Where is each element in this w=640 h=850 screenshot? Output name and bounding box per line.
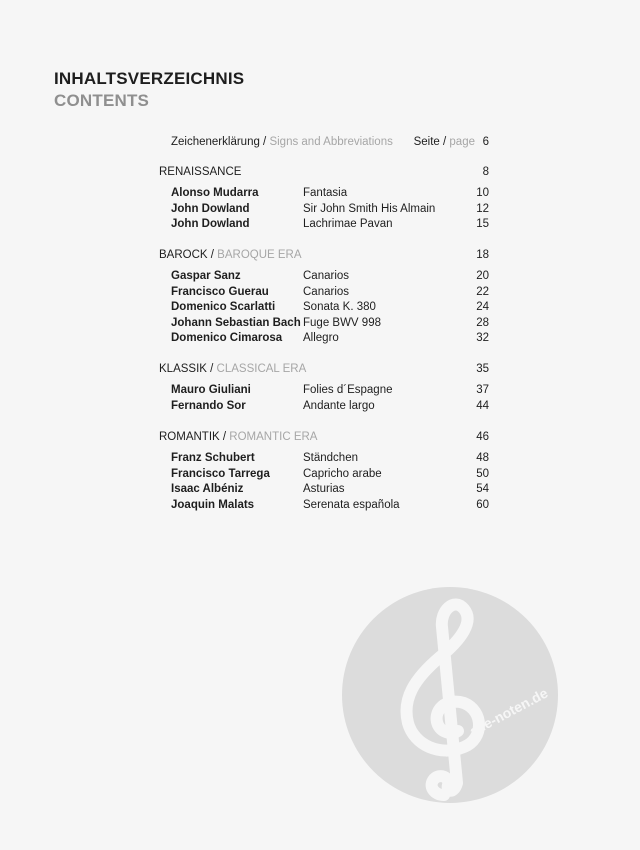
composer-name: Domenico Scarlatti <box>171 301 276 314</box>
section-title-de: KLASSIK <box>159 363 207 375</box>
legend-page-number: 6 <box>482 136 489 148</box>
legend-label <box>171 136 393 148</box>
toc-entry[interactable] <box>159 301 489 317</box>
page-title: INHALTSVERZEICHNIS <box>54 69 245 88</box>
entry-page-number: 10 <box>476 187 489 199</box>
entry-page-number: 60 <box>476 498 489 511</box>
entry-page-number: 12 <box>476 202 489 215</box>
composer-name: John Dowland <box>171 202 250 215</box>
section-title-en: CLASSICAL ERA <box>216 363 307 375</box>
composer-name: Francisco Guerau <box>171 285 269 298</box>
legend-label-en: Signs and Abbreviations <box>269 136 393 148</box>
section-title <box>159 363 306 375</box>
legend-separator: / <box>259 136 270 148</box>
toc-entry[interactable] <box>159 483 489 499</box>
entry-page-number: 22 <box>476 285 489 298</box>
section-title <box>159 166 241 178</box>
section-header-row[interactable] <box>159 363 489 379</box>
toc-entry[interactable] <box>159 203 489 219</box>
toc-entry[interactable] <box>159 384 489 400</box>
composer-name: Alonso Mudarra <box>171 187 259 199</box>
page-label-en: page <box>449 136 475 148</box>
toc-entry[interactable] <box>159 187 489 203</box>
piece-title: Fantasia <box>303 187 348 199</box>
section-title-separator: / <box>219 431 230 443</box>
entry-page-number: 44 <box>476 399 489 412</box>
section-header-row[interactable] <box>159 249 489 265</box>
watermark <box>342 587 558 803</box>
section-page-number: 8 <box>482 166 489 178</box>
entry-page-number: 54 <box>476 483 489 496</box>
piece-title: Capricho arabe <box>303 467 382 480</box>
toc-entry[interactable] <box>159 452 489 468</box>
piece-title: Fuge BWV 998 <box>303 316 381 329</box>
entry-page-number: 20 <box>476 270 489 282</box>
toc-entry[interactable] <box>159 499 489 515</box>
entry-page-number: 15 <box>476 218 489 231</box>
composer-name: Domenico Cimarosa <box>171 332 283 345</box>
toc-entry[interactable] <box>159 400 489 416</box>
section-title-separator: / <box>207 249 218 261</box>
toc-entry[interactable] <box>159 270 489 286</box>
composer-name: Gaspar Sanz <box>171 270 241 282</box>
section-page-number: 46 <box>476 431 489 443</box>
toc-entry[interactable] <box>159 286 489 302</box>
page-label-de: Seite <box>413 136 440 148</box>
composer-name: Johann Sebastian Bach <box>171 316 301 329</box>
piece-title: Canarios <box>303 270 350 282</box>
section-title <box>159 249 302 261</box>
section-title <box>159 431 317 443</box>
section-page-number: 35 <box>476 363 489 375</box>
entry-page-number: 28 <box>476 316 489 329</box>
section-title-separator: / <box>206 363 217 375</box>
composer-name: Mauro Giuliani <box>171 384 251 396</box>
page-column-label <box>414 136 475 148</box>
section-title-de: ROMANTIK <box>159 431 220 443</box>
entry-page-number: 37 <box>476 384 489 396</box>
page-label-separator: / <box>439 136 450 148</box>
piece-title: Sonata K. 380 <box>303 301 376 314</box>
section-title-en: BAROQUE ERA <box>217 249 302 261</box>
composer-name: Franz Schubert <box>171 452 255 464</box>
entry-page-number: 48 <box>476 452 489 464</box>
legend-label-de: Zeichenerklärung <box>171 136 260 148</box>
watermark-text: alle-noten.de <box>466 684 551 740</box>
composer-name: Francisco Tarrega <box>171 467 270 480</box>
entry-page-number: 32 <box>476 332 489 345</box>
toc-entry[interactable] <box>159 332 489 348</box>
piece-title: Andante largo <box>303 399 375 412</box>
section-header-row[interactable] <box>159 166 489 182</box>
section-title-de: BAROCK <box>159 249 208 261</box>
section-title-de: RENAISSANCE <box>159 166 242 178</box>
composer-name: Fernando Sor <box>171 399 246 412</box>
piece-title: Sir John Smith His Almain <box>303 202 436 215</box>
composer-name: John Dowland <box>171 218 250 231</box>
section-title-en: ROMANTIC ERA <box>229 431 318 443</box>
entry-page-number: 50 <box>476 467 489 480</box>
piece-title: Folies d´Espagne <box>303 384 393 396</box>
entry-page-number: 24 <box>476 301 489 314</box>
piece-title: Lachrimae Pavan <box>303 218 393 231</box>
composer-name: Joaquin Malats <box>171 498 255 511</box>
toc-entry[interactable] <box>159 468 489 484</box>
composer-name: Isaac Albéniz <box>171 483 244 496</box>
page-subtitle: CONTENTS <box>54 91 150 110</box>
section-header-row[interactable] <box>159 431 489 447</box>
piece-title: Allegro <box>303 332 339 345</box>
piece-title: Asturias <box>303 483 345 496</box>
legend-row[interactable] <box>159 136 489 152</box>
piece-title: Ständchen <box>303 452 358 464</box>
toc-entry[interactable] <box>159 218 489 234</box>
section-page-number: 18 <box>476 249 489 261</box>
toc-entry[interactable] <box>159 317 489 333</box>
piece-title: Serenata española <box>303 498 400 511</box>
piece-title: Canarios <box>303 285 350 298</box>
